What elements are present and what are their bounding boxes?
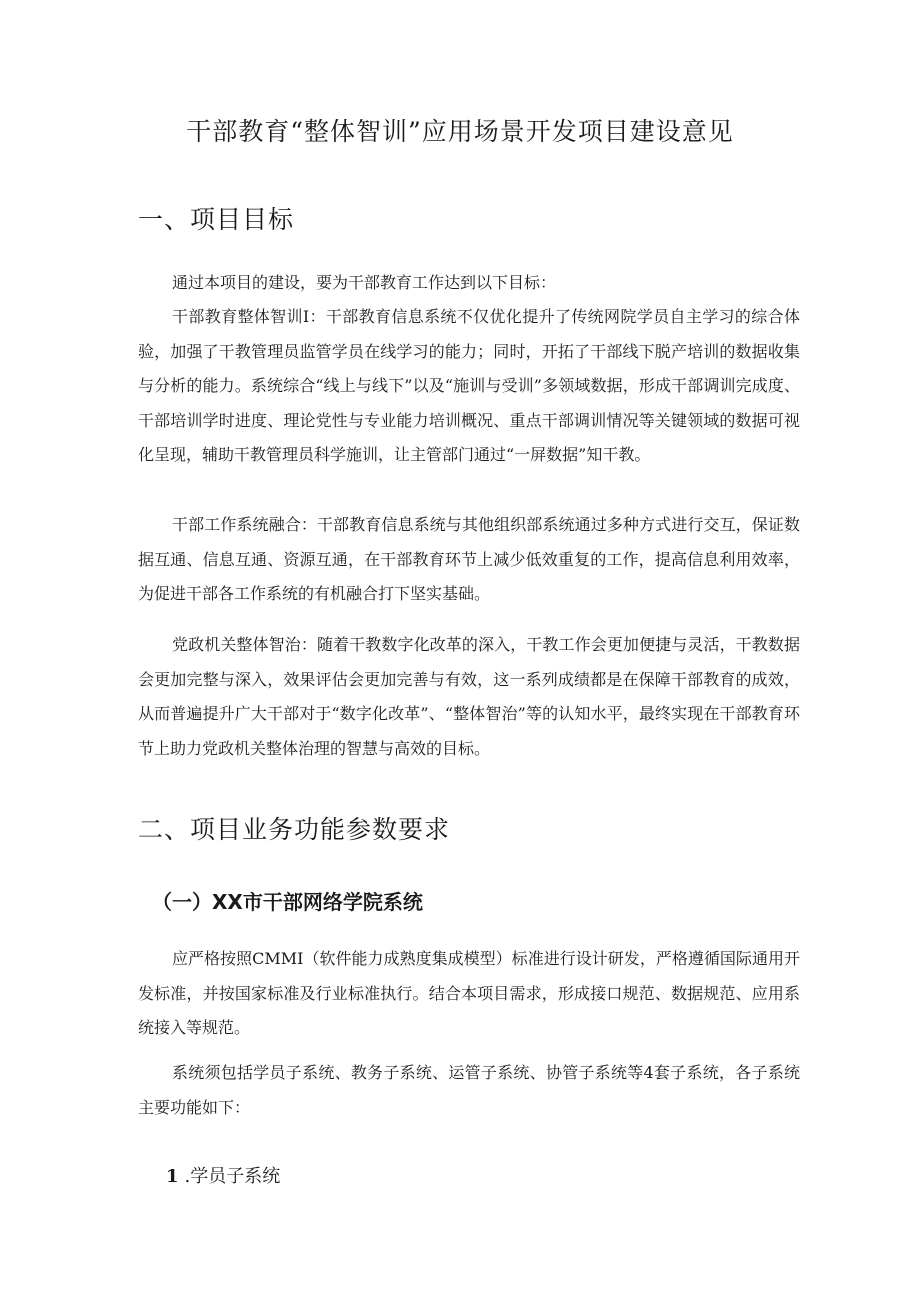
list-item-label: .学员子系统: [184, 1166, 281, 1187]
paragraph-goal-2: 干部工作系统融合：干部教育信息系统与其他组织部系统通过多种方式进行交互，保证数据互通、信息互通、资源互通，在干部教育环节上减少低效重复的工作，提高信息利用效率，为促进干部各工作系统的有机融合打下坚实基础。: [138, 515, 800, 603]
paragraph-subsystems: 系统须包括学员子系统、教务子系统、运管子系统、协管子系统等4套子系统，各子系统主要功能如下：: [138, 1063, 800, 1117]
paragraph-goal-3: 党政机关整体智治：随着干教数字化改革的深入，干教工作会更加便捷与灵活，干教数据会更加完整与深入，效果评估会更加完善与有效，这一系列成绩都是在保障干部教育的成效，从而普遍提升广大干部对于“数字化改革”、“整体智治”等的认知水平，最终实现在干部教育环节上助力党政机关整体治理的智慧与高效的目标。: [138, 635, 800, 758]
list-item-number: 1: [166, 1166, 179, 1187]
paragraph-intro: 通过本项目的建设，要为干部教育工作达到以下目标：: [172, 273, 557, 292]
document-title: 干部教育“整体智训”应用场景开发项目建设意见: [186, 117, 734, 146]
paragraph-goal-1: 干部教育整体智训I：干部教育信息系统不仅优化提升了传统网院学员自主学习的综合体验，加强了干教管理员监管学员在线学习的能力；同时，开拓了干部线下脱产培训的数据收集与分析的能力。系统综合“线上与线下”以及“施训与受训”多领域数据，形成干部调训完成度、干部培训学时进度、理论党性与专业能力培训概况、重点干部调训情况等关键领域的数据可视化呈现，辅助干教管理员科学施训，让主管部门通过“一屏数据”知干教。: [138, 307, 800, 464]
section-heading-requirements: 二、项目业务功能参数要求: [138, 815, 451, 844]
list-item-student-subsystem: [166, 1162, 280, 1188]
paragraph-cmmi: 应严格按照CMMI（软件能力成熟度集成模型）标准进行设计研发，严格遵循国际通用开发标准，并按国家标准及行业标准执行。结合本项目需求，形成接口规范、数据规范、应用系统接入等规范。: [138, 949, 800, 1037]
section-heading-goals: 一、项目目标: [138, 205, 295, 234]
subsection-heading-network-college: （一）XX市干部网络学院系统: [152, 890, 423, 914]
